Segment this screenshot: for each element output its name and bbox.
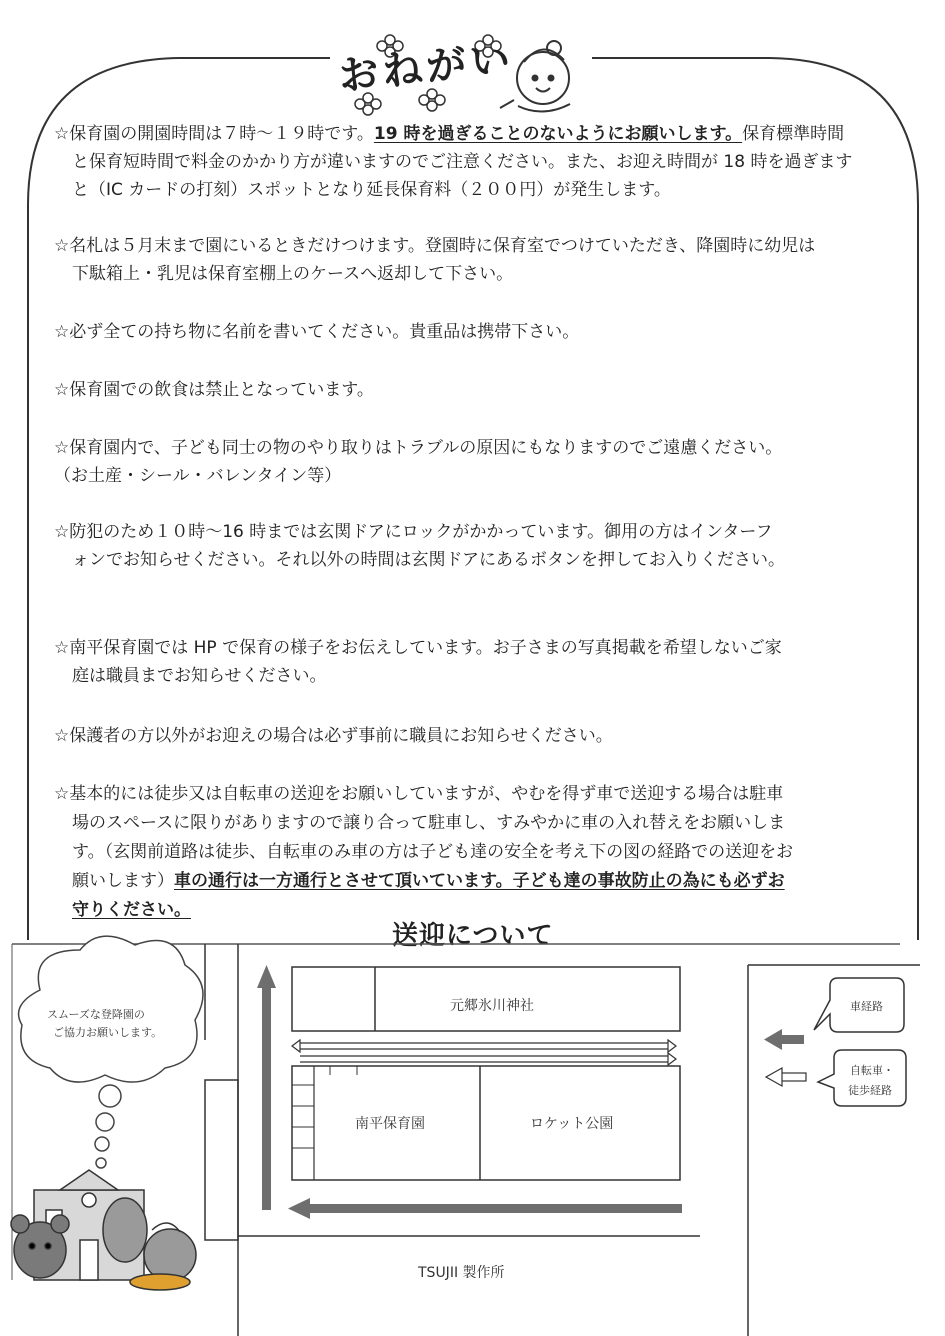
walk-route-arrow (292, 1040, 676, 1065)
notice-exchange (54, 434, 894, 490)
car-route-arrow-up (257, 965, 276, 1210)
notice-line: ☆南平保育園では HP で保育の様子をお伝えしています。お子さまの写真掲載を希望しないご家 (54, 638, 782, 658)
notice-photos (54, 634, 894, 690)
legend-car-label: 車経路 (850, 1000, 883, 1013)
thought-bubble-line-1: スムーズな登降園の (47, 1008, 145, 1021)
legend-walk-label-2: 徒歩経路 (848, 1084, 892, 1097)
notice-line: 庭は職員までお知らせください。 (72, 666, 327, 686)
emphasis-text: 車の通行は一方通行とさせて頂いています。子ども達の事故防止の為にも必ずお (174, 871, 785, 891)
notice-line: 下駄箱上・乳児は保育室棚上のケースへ返却して下さい。 (72, 264, 514, 284)
notice-line: 守りください。 (72, 900, 191, 920)
car-route-arrow-left (288, 1198, 682, 1219)
notice-line: ☆保育園内で、子ども同士の物のやり取りはトラブルの原因にもなりますのでご遠慮ください。 (54, 438, 783, 458)
shrine-label: 元郷氷川神社 (450, 998, 534, 1014)
notice-text: 願いします） (72, 871, 174, 891)
notice-line: す。（玄関前道路は徒歩、自転車のみ車の方は子ども達の安全を考え下の図の経路での送迎をお (72, 842, 794, 862)
legend-walk-arrow (766, 1068, 806, 1086)
thought-bubble-icon (19, 936, 203, 1168)
notice-line: 場のスペースに限りがありますので譲り合って駐車し、すみやかに車の入れ替えをお願いしま (72, 813, 786, 833)
notice-text: ☆保育園の開園時間は７時～１９時です。 (54, 124, 374, 144)
page-title: おねがい (336, 34, 517, 101)
nursery-label: 南平保育園 (355, 1116, 425, 1132)
legend-walk-label-1: 自転車・ (850, 1064, 894, 1077)
legend-car-arrow (764, 1029, 804, 1050)
notice-pickup (54, 722, 894, 750)
notice-line: ☆基本的には徒歩又は自転車の送迎をお願いしていますが、やむを得ず車で送迎する場合は駐車 (54, 784, 784, 804)
park-label: ロケット公園 (530, 1116, 614, 1132)
notice-line: ☆名札は５月末まで園にいるときだけつけます。登園時に保育室でつけていただき、降園時に幼児は (54, 236, 816, 256)
notice-line: と保育短時間で料金のかかり方が違いますのでご注意ください。また、お迎え時間が 18 時を過ぎます (72, 152, 853, 172)
notice-belongings (54, 318, 894, 346)
notice-transport (54, 780, 894, 925)
animals-illustration-icon (11, 1170, 196, 1290)
notice-line: ☆防犯のため１０時～16 時までは玄関ドアにロックがかかっています。御用の方はインターフ (54, 522, 773, 542)
factory-label: TSUJII 製作所 (418, 1265, 505, 1281)
notice-line: ォンでお知らせください。それ以外の時間は玄関ドアにあるボタンを押してお入りください。 (72, 550, 785, 570)
notice-line: ☆保護者の方以外がお迎えの場合は必ず事前に職員にお知らせください。 (54, 726, 613, 746)
notice-nametag (54, 232, 894, 288)
notice-security (54, 518, 894, 574)
notice-line: と（IC カードの打刻）スポットとなり延長保育料（２００円）が発生します。 (72, 180, 671, 200)
notice-hours (54, 120, 894, 204)
notice-food (54, 376, 894, 404)
map-title: 送迎について (392, 921, 554, 951)
thought-bubble-line-2: ご協力お願いします。 (53, 1026, 163, 1039)
notice-line: （お土産・シール・バレンタイン等） (54, 466, 342, 486)
emphasis-text: 19 時を過ぎることのないようにお願いします。 (373, 124, 743, 144)
notice-line (54, 867, 894, 896)
notice-line (54, 120, 894, 148)
notice-text: 保育標準時間 (742, 124, 845, 144)
notice-line: ☆必ず全ての持ち物に名前を書いてください。貴重品は携帯下さい。 (54, 322, 580, 342)
notice-line: ☆保育園での飲食は禁止となっています。 (54, 380, 374, 400)
